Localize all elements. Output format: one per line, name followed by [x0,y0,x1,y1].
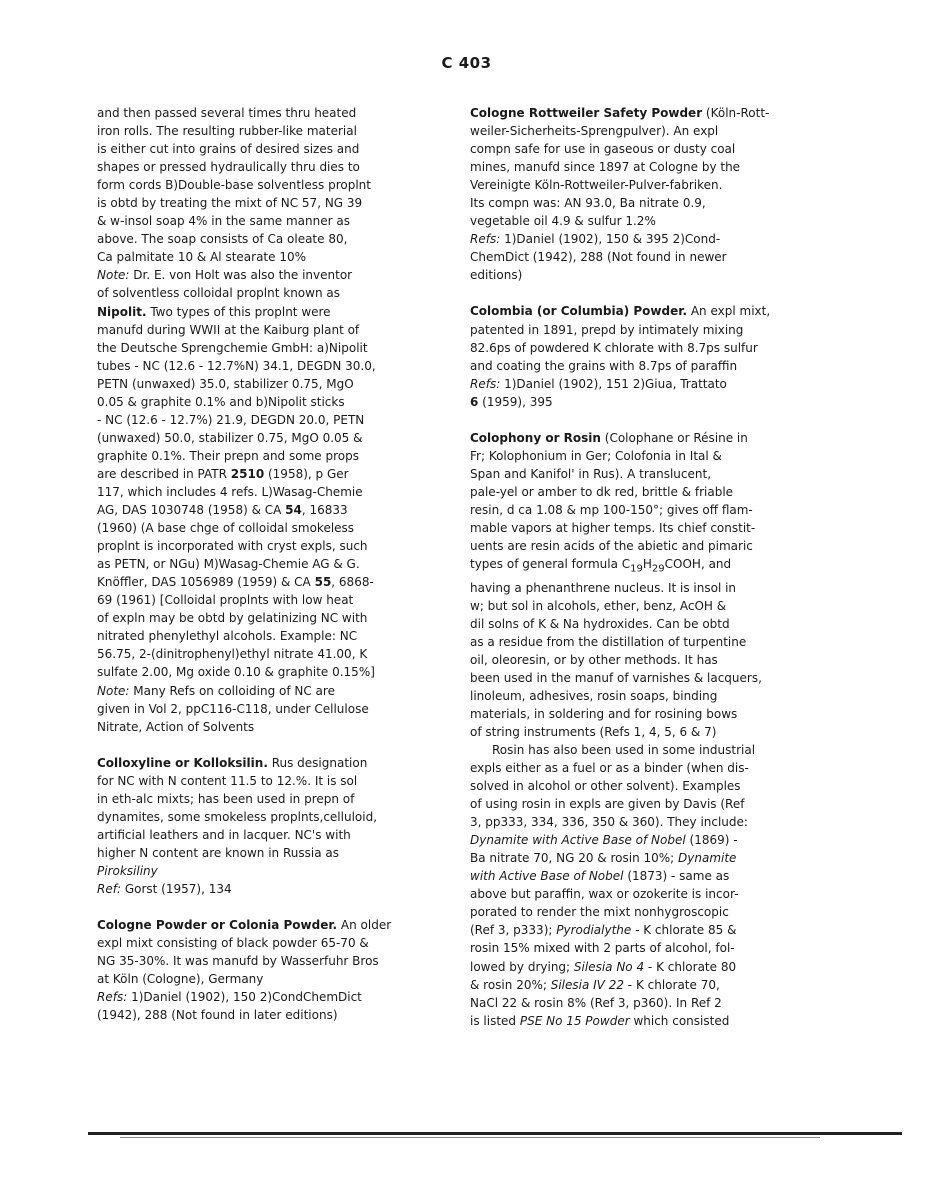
entry-heading: Colloxyline or Kolloksilin. [97,755,268,770]
right-column [470,104,800,1030]
entry-colophony: Colophony or Rosin (Colophane or Résine in Fr; Kolophonium in Ger; Colofonia in Ital & Span and Kanifol' in Rus). A translucent, pale-yel or amber to dk red, brittle & friable resin, d ca 1.08 & mp 100-150°; gives off flam- mable vapors at higher temps. Its chief constit- uents are resin acids of the abietic and pimaric types of general formula $C_{19}H_{29}COOH$, and having a phenanthrene nucleus. It is insol in w; but sol in alcohols, ether, benz, AcOH & dil solns of K & Na hydroxides. Can be obtd as a residue from the distillation of turpentine oil, oleoresin, or by other methods. It has been used in the manuf of varnishes & lacquers, linoleum, adhesives, rosin soaps, binding materials, in soldering and for rosining bows of string instruments (Refs 1, 4, 5, 6 & 7) Rosin has also been used in some industrial expls either as a fuel or as a binder (when dis- solved in alcohol or other solvent). Examples of using rosin in expls are given by Davis (Ref 3, pp333, 334, 336, 350 & 360). They include: Dynamite with Active Base of Nobel (1869) - Ba nitrate 70, NG 20 & rosin 10%; Dynamite with Active Base of Nobel (1873) - same as above but paraffin, wax or ozokerite is incor- porated to render the mixt nonhygroscopic (Ref 3, p333); Pyrodialythe - K chlorate 85 & rosin 15% mixed with 2 parts of alcohol, fol- lowed by drying; Silesia No 4 - K chlorate 80 & rosin 20%; Silesia IV 22 - K chlorate 70, NaCl 22 & rosin 8% (Ref 3, p360). In Ref 2 is listed PSE No 15 Powder which consisted [470,430,762,1028]
entry-heading: Colophony or Rosin [470,430,601,445]
footer-rule-thin [120,1137,820,1138]
entry-heading: Cologne Powder or Colonia Powder. [97,918,338,933]
entry-cologne-rottweiler: Cologne Rottweiler Safety Powder (Köln-Rott- weiler-Sicherheits-Sprengpulver). An expl compn safe for use in gaseous or dusty coal mines, manufd since 1897 at Cologne by the Vereinigte Köln-Rottweiler-Pulver-fabriken. Its compn was: AN 93.0, Ba nitrate 0.9, vegetable oil 4.9 & sulfur 1.2% Refs: 1)Daniel (1902), 150 & 395 2)Cond- ChemDict (1942), 288 (Not found in newer editions) [470,106,770,283]
footer-rule [88,1132,902,1135]
nipolit-continuation: and then passed several times thru heated iron rolls. The resulting rubber-like material is either cut into grains of desired sizes and shapes or pressed hydraulically thru dies to form cords B)Double-base solventless proplnt is obtd by treating the mixt of NC 57, NG 39 & w-insol soap 4% in the same manner as above. The soap consists of Ca oleate 80, Ca palmitate 10 & Al stearate 10% Note: Dr. E. von Holt was also the inventor of solventless colloidal proplnt known as Nipolit. Two types of this proplnt were manufd during WWII at the Kaiburg plant of the Deutsche Sprengchemie GmbH: a)Nipolit tubes - NC (12.6 - 12.7%N) 34.1, DEGDN 30.0, PETN (unwaxed) 35.0, stabilizer 0.75, MgO 0.05 & graphite 0.1% and b)Nipolit sticks - NC (12.6 - 12.7%) 21.9, DEGDN 20.0, PETN (unwaxed) 50.0, stabilizer 0.75, MgO 0.05 & graphite 0.1%. Their prepn and some props are described in PATR 2510 (1958), p Ger 117, which includes 4 refs. L)Wasag-Chemie AG, DAS 1030748 (1958) & CA 54, 16833 (1960) (A base chge of colloidal smokeless proplnt is incorporated with cryst expls, such as PETN, or NGu) M)Wasag-Chemie AG & G. Knöffler, DAS 1056989 (1959) & CA 55, 6868- 69 (1961) [Colloidal proplnts with low heat of expln may be obtd by gelatinizing NC with nitrated phenylethyl alcohols. Example: NC 56.75, 2-(dinitrophenyl)ethyl nitrate 41.00, K sulfate 2.00, Mg oxide 0.10 & graphite 0.15%] Note: Many Refs on colloiding of NC are given in Vol 2, ppC116-C118, under Cellulose Nitrate, Action of Solvents [97,106,376,734]
entry-cologne-powder: Cologne Powder or Colonia Powder. An older expl mixt consisting of black powder 65-70 & NG 35-30%. It was manufd by Wasserfuhr Bros at Köln (Cologne), Germany Refs: 1)Daniel (1902), 150 2)CondChemDict (1942), 288 (Not found in later editions) [97,918,392,1023]
left-column [97,104,417,1024]
entry-colombia-powder: Colombia (or Columbia) Powder. An expl mixt, patented in 1891, prepd by intimately mixing 82.6ps of powdered K chlorate with 8.7ps sulfur and coating the grains with 8.7ps of paraffin Refs: 1)Daniel (1902), 151 2)Giua, Trattato 6 (1959), 395 [470,304,771,409]
entry-colloxyline: Colloxyline or Kolloksilin. Rus designation for NC with N content 11.5 to 12.%. It is sol in eth-alc mixts; has been used in prepn of dynamites, some smokeless proplnts,celluloid, artificial leathers and in lacquer. NC's with higher N content are known in Russia as Piroksiliny Ref: Gorst (1957), 134 [97,755,378,896]
entry-heading: Colombia (or Columbia) Powder. [470,304,688,319]
entry-heading: Cologne Rottweiler Safety Powder [470,106,703,120]
page-number: C 403 [441,54,492,72]
